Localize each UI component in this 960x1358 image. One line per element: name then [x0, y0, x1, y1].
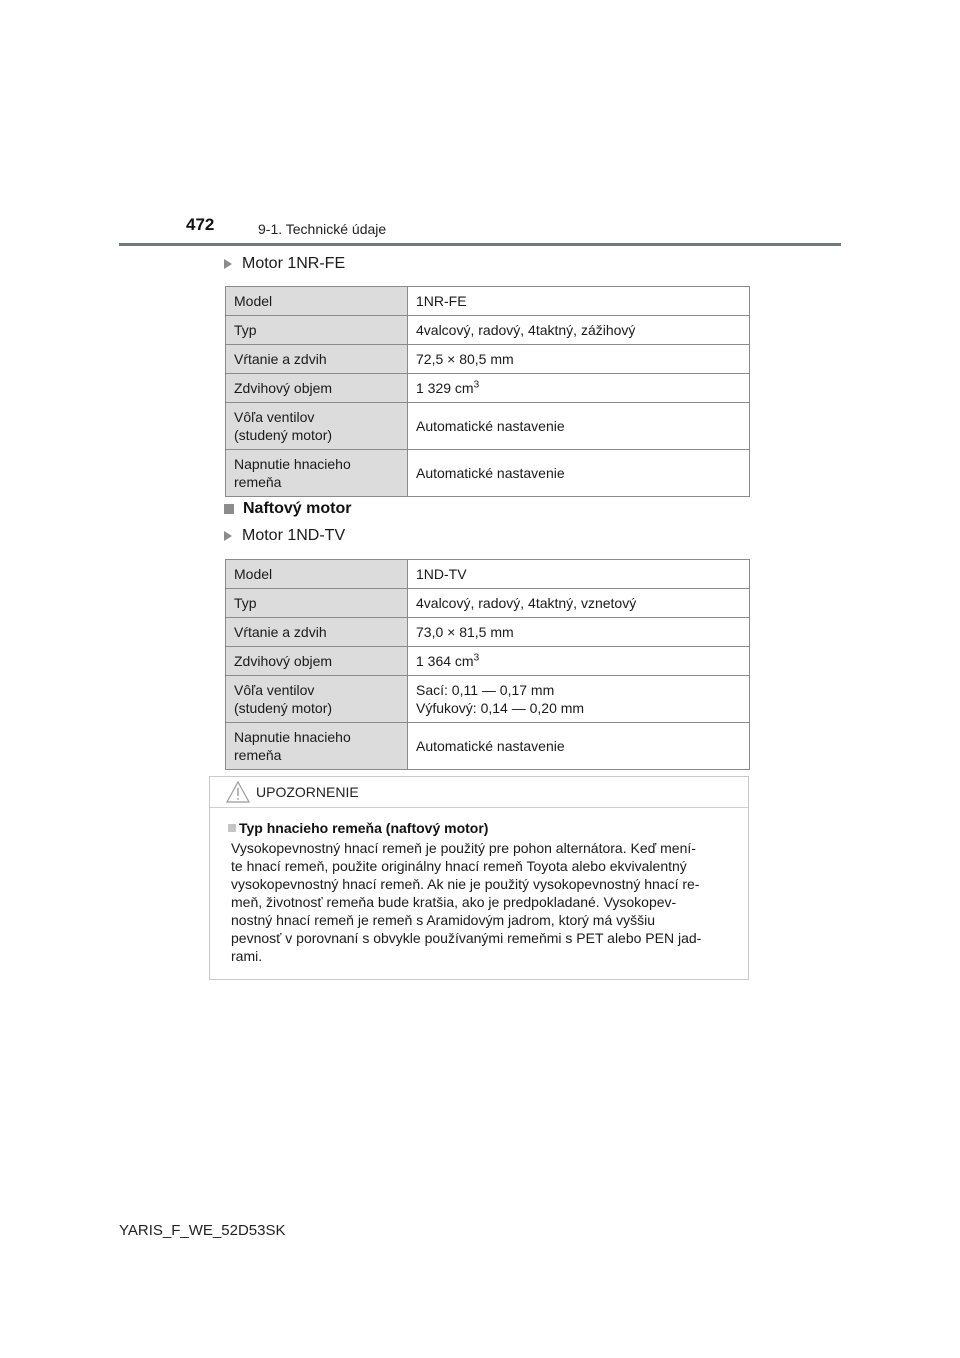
warning-subheading	[228, 820, 738, 836]
row-label: Zdvihový objem	[226, 374, 408, 403]
label-line: remeňa	[234, 474, 282, 490]
text-line: te hnací remeň, použite originálny hnací remeň Toyota alebo ekvivalentný	[231, 858, 687, 874]
subheading-1nd	[224, 527, 345, 545]
warning-header	[210, 777, 748, 808]
warning-box	[209, 776, 749, 980]
spec-table-1nd	[225, 559, 750, 770]
table-row	[226, 345, 750, 374]
square-bullet-icon	[224, 504, 234, 514]
table-row	[226, 287, 750, 316]
text-line: rami.	[231, 948, 263, 964]
row-value	[408, 676, 750, 723]
document-code: YARIS_F_WE_52D53SK	[119, 1222, 286, 1239]
row-label	[226, 723, 408, 770]
warning-paragraph	[231, 839, 738, 965]
table-row	[226, 723, 750, 770]
value-line: Sací: 0,11 — 0,17 mm	[416, 682, 555, 698]
warning-title: UPOZORNENIE	[256, 784, 359, 800]
row-label: Model	[226, 560, 408, 589]
text-line: meň, životnosť remeňa bude kratšia, ako je predpokladané. Vysokopev-	[231, 894, 677, 910]
table-row	[226, 676, 750, 723]
page-number: 472	[186, 215, 215, 234]
text-line: pevnosť v porovnaní s obvykle používanými remeňmi s PET alebo PEN jad-	[231, 930, 702, 946]
row-label: Zdvihový objem	[226, 647, 408, 676]
subheading-1nd-text: Motor 1ND-TV	[242, 527, 346, 544]
triangle-bullet-icon	[224, 531, 232, 541]
row-value: 72,5 × 80,5 mm	[408, 345, 750, 374]
section-heading-diesel-text: Naftový motor	[243, 500, 352, 517]
spec-table-1nr	[225, 286, 750, 497]
row-label	[226, 450, 408, 497]
row-label: Model	[226, 287, 408, 316]
warning-subheading-text: Typ hnacieho remeňa (naftový motor)	[239, 820, 489, 836]
row-value: 4valcový, radový, 4taktný, vznetový	[408, 589, 750, 618]
warning-triangle-icon	[226, 781, 250, 803]
row-value: 1ND-TV	[408, 560, 750, 589]
row-label: Typ	[226, 589, 408, 618]
triangle-bullet-icon	[224, 259, 232, 269]
row-value: 1NR-FE	[408, 287, 750, 316]
label-line: (studený motor)	[234, 427, 333, 443]
table-row	[226, 647, 750, 676]
text-line: vysokopevnostný hnací remeň. Ak nie je použitý vysokopevnostný hnací re-	[231, 876, 700, 892]
subheading-1nr-text: Motor 1NR-FE	[242, 255, 346, 272]
row-value: Automatické nastavenie	[408, 403, 750, 450]
row-label	[226, 403, 408, 450]
row-label: Typ	[226, 316, 408, 345]
value-line: Výfukový: 0,14 — 0,20 mm	[416, 700, 585, 716]
section-title: 9-1. Technické údaje	[258, 221, 387, 237]
row-label: Vŕtanie a zdvih	[226, 345, 408, 374]
table-row	[226, 403, 750, 450]
table-row	[226, 589, 750, 618]
label-line: Vôľa ventilov	[234, 682, 315, 698]
row-value: Automatické nastavenie	[408, 723, 750, 770]
header-divider	[119, 243, 841, 246]
displacement-value: 1 364 cm	[416, 653, 474, 669]
label-line: Napnutie hnacieho	[234, 729, 351, 745]
row-value: 73,0 × 81,5 mm	[408, 618, 750, 647]
table-row	[226, 450, 750, 497]
row-label: Vŕtanie a zdvih	[226, 618, 408, 647]
square-bullet-icon	[228, 824, 236, 832]
superscript: 3	[473, 652, 480, 664]
text-line: Vysokopevnostný hnací remeň je použitý pre pohon alternátora. Keď mení-	[231, 840, 696, 856]
text-line: nostný hnací remeň je remeň s Aramidovým jadrom, ktorý má vyššiu	[231, 912, 656, 928]
row-value	[408, 647, 750, 676]
subheading-1nr	[224, 255, 345, 273]
table-row	[226, 618, 750, 647]
warning-body	[210, 808, 748, 965]
row-value: Automatické nastavenie	[408, 450, 750, 497]
displacement-value: 1 329 cm	[416, 380, 474, 396]
superscript: 3	[473, 379, 480, 391]
table-row	[226, 316, 750, 345]
table-row	[226, 560, 750, 589]
table-row	[226, 374, 750, 403]
label-line: Vôľa ventilov	[234, 409, 315, 425]
label-line: Napnutie hnacieho	[234, 456, 351, 472]
section-heading-diesel	[224, 500, 351, 518]
row-value	[408, 374, 750, 403]
label-line: (studený motor)	[234, 700, 333, 716]
row-label	[226, 676, 408, 723]
label-line: remeňa	[234, 747, 282, 763]
row-value: 4valcový, radový, 4taktný, zážihový	[408, 316, 750, 345]
